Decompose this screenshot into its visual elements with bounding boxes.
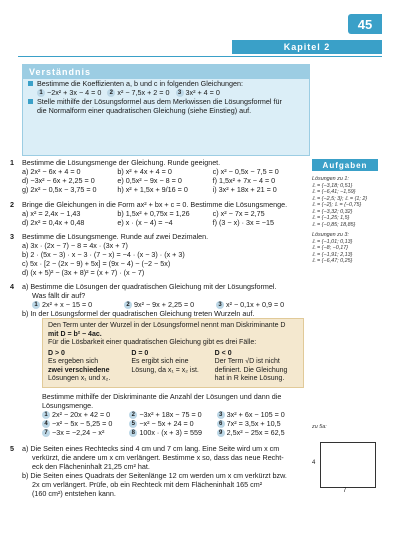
num-badge: 1 xyxy=(37,89,45,97)
discriminant-cases xyxy=(48,350,298,384)
task-4: 4 a) Bestimme die Lösungen der quadratischen Gleichung mit der Lösungsformel. Was fällt dir auf? 1 2x² + x − 15 = 0 2 9x² − 9x + 2,25 = 0 3 x² − 0,1x + 0,9 = 0 b) In der Lösungsformel der quadratischen Gleichung treten Wurzeln auf. xyxy=(22,282,308,318)
verstaendnis-line3: die Normalform einer quadratischen Gleichung (siehe Einstieg) auf. xyxy=(37,106,252,116)
case-zero: D = 0 Es ergibt sich eine Lösung, da x₁ = x₂ ist. xyxy=(131,349,199,374)
verstaendnis-line1: Bestimme die Koeffizienten a, b und c in folgenden Gleichungen: xyxy=(23,79,309,88)
task-4-more-row: 1 2x² − 20x + 42 = 0 2 −3x² + 18x − 75 = 0 3 3x² + 6x − 105 = 0 xyxy=(42,410,304,419)
task-1-title: Bestimme die Lösungsmenge der Gleichung. Runde geeignet. xyxy=(22,158,221,167)
task-3-line: b) 2 · (5x − 3) · x − 3 · (7 − x) = −4 · (x − 3) · (x + 3) xyxy=(22,250,185,259)
solutions-3: Lösungen zu 3: 𝕃 = {−1,01; 0,13} 𝕃 = {−8; −0,17} 𝕃 = {−1,91; 2,13} 𝕃 = {−6,47; 0,25} xyxy=(312,232,353,264)
task-4-a-line2: Was fällt dir auf? xyxy=(32,291,86,300)
task-5: 5 a) Die Seiten eines Rechtecks sind 4 cm und 7 cm lang. Eine Seite wird um x cm verkürzt, die andere um x cm verlängert. Bestimme x so, dass das neue Recht- eck den Flächeninhalt 21,25 cm² hat. b) Die Seiten eines Quadrats der Seitenlänge 12 cm werden um x cm verkürzt bzw. 2x cm verlängert. Prüfe, ob ein Rechteck mit dem Flächeninhalt 165 cm² (160 cm²) entstehen kann. xyxy=(10,444,287,498)
verstaendnis-line2: Stelle mithilfe der Lösungsformel aus dem Merkwissen die Lösungsformel für xyxy=(23,97,309,106)
page-number: 45 xyxy=(348,14,382,34)
num-badge: 2 xyxy=(107,89,115,97)
task-4-more: Bestimme mithilfe der Diskriminante die Anzahl der Lösungen und dann die Lösungsmenge. 1 2x² − 20x + 42 = 0 2 −3x² + 18x − 75 = 0 3 3x² + 6x − 105 = 0 4 −x² − 5x − 5,25 = 0 5 −x² − 5x + 24 = 0 6 7x² = 3,5x + 10,5 7 −3x = −2,24 − x² 8 100x · (x + 3) = 559 9 2,5x² − 25x = 62,5 xyxy=(42,392,304,437)
chapter-label: Kapitel 2 xyxy=(232,40,382,54)
task-4-eqs: 1 2x² + x − 15 = 0 2 9x² − 9x + 2,25 = 0 3 x² − 0,1x + 0,9 = 0 xyxy=(22,300,308,309)
task-3: 3 Bestimme die Lösungsmenge. Runde auf zwei Dezimalen. a) 3x · (2x − 7) − 8 = 4x · (3x + 7) b) 2 · (5x − 3) · x − 3 · (7 − x) = −4 · (x − 3) · (x + 3) c) 5x · [2 − (2x − 9) + 5x] = (9x − 4) − (−2 − 5x) d) (x + 5)² − (3x + 8)² = (x + 7) · (x − 7) xyxy=(22,232,308,277)
case-negative: D < 0 Der Term √D ist nicht definiert. Die Gleichung hat in R keine Lösung. xyxy=(214,349,288,382)
task-1: 1 Bestimme die Lösungsmenge der Gleichung. Runde geeignet. a) 2x² − 6x + 4 = 0 b) x² + 4x + 4 = 0 c) x² − 0,5x − 7,5 = 0 d) −3x² − 6x + 2,25 = 0 e) 0,5x² − 9x − 8 = 0 f) 1,5x² + 7x − 4 = 0 g) 2x² − 0,5x − 3,75 = 0 h) x² + 1,5x + 9/16 = 0 i) 3x² + 18x + 21 = 0 xyxy=(22,158,308,194)
task-1-row: a) 2x² − 6x + 4 = 0 b) x² + 4x + 4 = 0 c) x² − 0,5x − 7,5 = 0 xyxy=(22,167,279,176)
task-4-more-row: 7 −3x = −2,24 − x² 8 100x · (x + 3) = 559 9 2,5x² − 25x = 62,5 xyxy=(42,428,304,437)
top-rule xyxy=(18,56,382,57)
case-positive: D > 0 Es ergeben sich zwei verschiedene Lösungen x₁ und x₂. xyxy=(48,349,111,382)
verstaendnis-box xyxy=(22,64,310,156)
aufgaben-label: Aufgaben xyxy=(312,159,378,171)
task-1-row: g) 2x² − 0,5x − 3,75 = 0 h) x² + 1,5x + 9/16 = 0 i) 3x² + 18x + 21 = 0 xyxy=(22,185,277,194)
task-3-line: d) (x + 5)² − (3x + 8)² = (x + 7) · (x − 7) xyxy=(22,268,145,277)
task-4-b-line: b) In der Lösungsformel der quadratischen Gleichung treten Wurzeln auf. xyxy=(22,309,255,319)
rectangle-shape xyxy=(320,442,376,488)
task-4-more-row: 4 −x² − 5x − 5,25 = 0 5 −x² − 5x + 24 = 0 6 7x² = 3,5x + 10,5 xyxy=(42,419,304,428)
task-1-row: d) −3x² − 6x + 2,25 = 0 e) 0,5x² − 9x − 8 = 0 f) 1,5x² + 7x − 4 = 0 xyxy=(22,176,276,185)
task-3-line: a) 3x · (2x − 7) − 8 = 4x · (3x + 7) xyxy=(22,241,128,250)
task-2-row: a) x² = 2,4x − 1,43 b) 1,5x² + 0,75x = 1,26 c) x² − 7x = 2,75 xyxy=(22,209,265,218)
discriminant-info-box: Den Term unter der Wurzel in der Lösungsformel nennt man Diskriminante D mit D = b² − 4ac. Für die Lösbarkeit einer quadratischen Gleichung gibt es drei Fälle: D > 0 Es ergeben sich zwei verschiedene Lösungen x₁ und x₂. D = 0 Es ergibt sich eine Lösung, da x₁ = x₂ ist. D < 0 Der Term √D ist nicht definiert. Die Gleichung hat in R keine Lösung. xyxy=(42,318,304,388)
task-2: 2 Bringe die Gleichungen in die Form ax² + bx + c = 0. Bestimme die Lösungsmenge. a) x² = 2,4x − 1,43 b) 1,5x² + 0,75x = 1,26 c) x² − 7x = 2,75 d) 2x² = 0,4x + 0,48 e) x · (x − 4) = −4 f) (3 − x) · 3x = −15 xyxy=(22,200,308,227)
task-2-row: d) 2x² = 0,4x + 0,48 e) x · (x − 4) = −4 f) (3 − x) · 3x = −15 xyxy=(22,218,274,227)
rectangle-figure: zu 5a: 4 7 xyxy=(312,424,378,504)
task-2-title: Bringe die Gleichungen in die Form ax² + bx + c = 0. Bestimme die Lösungsmenge. xyxy=(22,200,288,209)
verstaendnis-title: Verständnis xyxy=(23,65,309,79)
task-3-line: c) 5x · [2 − (2x − 9) + 5x] = (9x − 4) − (−2 − 5x) xyxy=(22,259,171,268)
task-3-title: Bestimme die Lösungsmenge. Runde auf zwei Dezimalen. xyxy=(22,232,209,241)
task-4-a-line1: a) Bestimme die Lösungen der quadratischen Gleichung mit der Lösungsformel. xyxy=(22,282,277,291)
solutions-1: Lösungen zu 1: 𝕃 = {−3,18; 0,51} 𝕃 = {−6,41; −1,59} 𝕃 = {−2,5; 3}; 𝕃 = {1; 2} 𝕃 = {−2}; 𝕃 = {−0,75} 𝕃 = {−3,32; 0,32} 𝕃 = {−1,25; 1,5} 𝕃 = {−0,85; 18,85} xyxy=(312,176,368,228)
num-badge: 3 xyxy=(176,89,184,97)
verstaendnis-eqs: 1 −2x² + 3x − 4 = 0 2 x² − 7,5x + 2 = 0 3 3x² + 4 = 0 xyxy=(23,88,309,97)
